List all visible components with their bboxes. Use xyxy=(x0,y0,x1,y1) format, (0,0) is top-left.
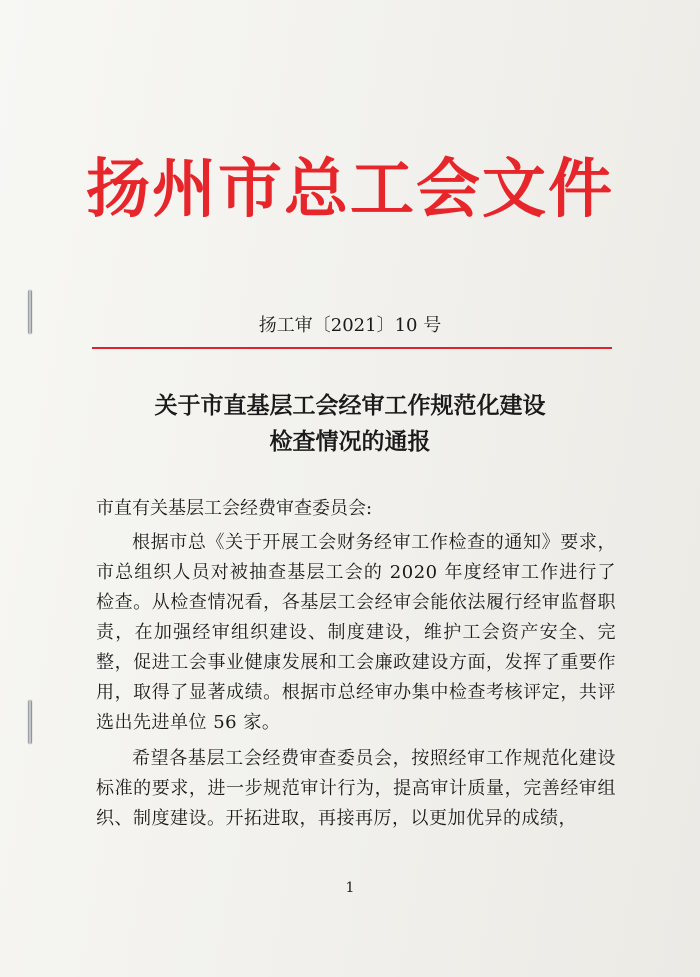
paragraph-1: 根据市总《关于开展工会财务经审工作检查的通知》要求，市总组织人员对被抽查基层工会的 2020 年度经审工作进行了检查。从检查情况看，各基层工会经审会能依法履行经审监督职责，在加强经审组织建设、制度建设，维护工会资产安全、完整，促进工会事业健康发展和工会廉政建设方面，发挥了重要作用，取得了显著成绩。根据市总经审办集中检查考核评定，共评选出先进单位 56 家。 xyxy=(96,532,616,733)
title-line-2: 检查情况的通报 xyxy=(269,428,431,455)
document-masthead: 扬州市总工会文件 xyxy=(86,153,614,227)
addressee: 市直有关基层工会经费审查委员会: xyxy=(96,498,373,519)
red-divider-line xyxy=(92,347,612,349)
page-number: 1 xyxy=(345,880,355,896)
title-line-1: 关于市直基层工会经审工作规范化建设 xyxy=(154,392,546,419)
paragraph-2: 希望各基层工会经费审查委员会，按照经审工作规范化建设标准的要求，进一步规范审计行为，提高审计质量，完善经审组织、制度建设。开拓进取，再接再厉，以更加优异的成绩， xyxy=(96,748,616,829)
document-number: 扬工审〔2021〕10 号 xyxy=(258,315,442,336)
staple-bottom xyxy=(28,700,32,744)
document-title xyxy=(0,388,700,460)
document-body xyxy=(96,494,616,840)
